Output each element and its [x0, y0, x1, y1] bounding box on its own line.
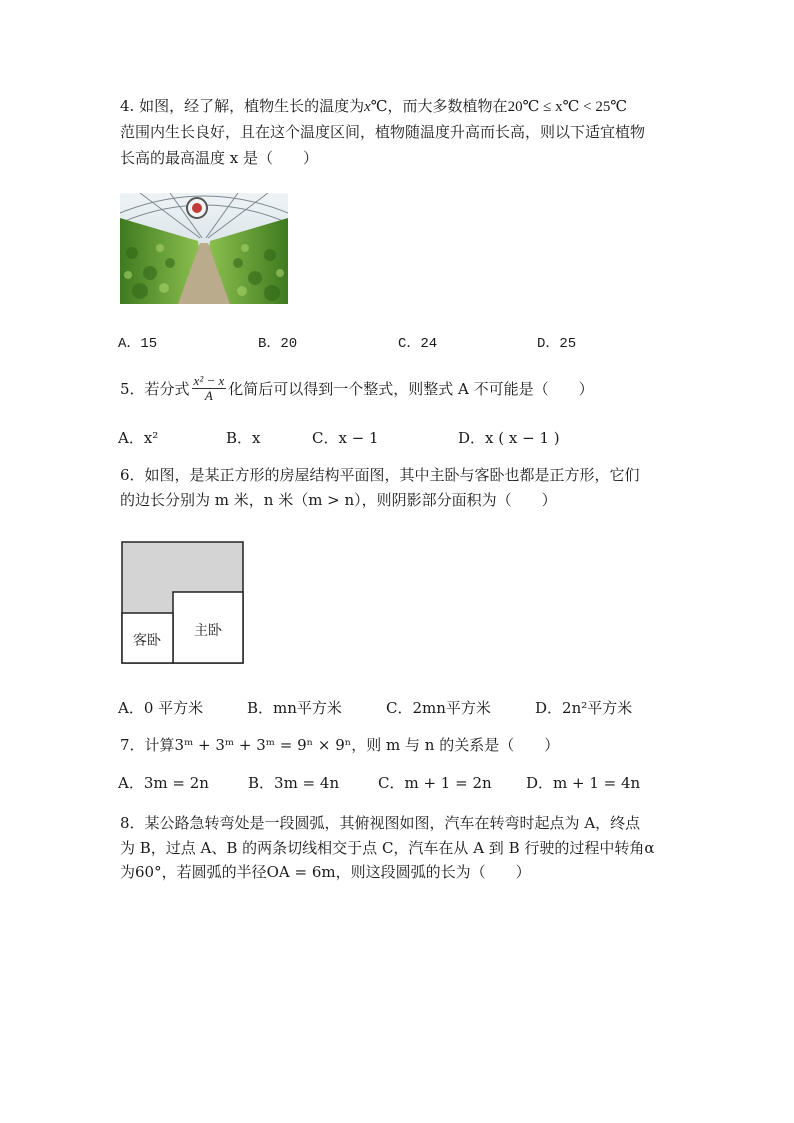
- q4-option-c: C．24: [398, 336, 438, 352]
- guest-bedroom-label: 客卧: [133, 633, 161, 649]
- q6-option-d: D．2n²平方米: [535, 699, 633, 717]
- q4-unit: ℃: [370, 97, 388, 115]
- q5-option-c: C．x − 1: [312, 429, 379, 447]
- q4-range-mid: ℃ ≤ x℃ < 25: [522, 99, 611, 115]
- q6-line2: 的边长分别为 m 米，n 米（m > n），则阴影部分面积为（ ）: [120, 491, 557, 509]
- q7-option-c: C．m + 1 = 2n: [378, 774, 492, 792]
- q7-option-a: A．3m = 2n: [118, 774, 209, 792]
- q4-option-b: B．20: [258, 336, 298, 352]
- q7-option-d: D．m + 1 = 4n: [526, 774, 641, 792]
- q7-stem: 7．计算3ᵐ + 3ᵐ + 3ᵐ = 9ⁿ × 9ⁿ，则 m 与 n 的关系是（ ）: [120, 736, 560, 754]
- floor-plan: [121, 541, 245, 669]
- q6-option-b: B．mn平方米: [247, 699, 342, 717]
- q4-stem-text-b: ，而大多数植物在: [387, 97, 508, 115]
- q4-line2: 范围内生长良好，且在这个温度区间，植物随温度升高而长高，则以下适宜植物: [120, 123, 646, 141]
- q5-stem-b: 化简后可以得到一个整式，则整式 A 不可能是（ ）: [228, 380, 594, 398]
- q4-line3: 长高的最高温度 x 是（ ）: [120, 149, 318, 167]
- q8-line1: 8．某公路急转弯处是一段圆弧，其俯视图如图，汽车在转弯时起点为 A，终点: [120, 814, 641, 832]
- q4-option-d: D．25: [537, 336, 577, 352]
- q6-line1: 6．如图，是某正方形的房屋结构平面图，其中主卧与客卧也都是正方形，它们: [120, 466, 640, 484]
- q5-option-a: A．x²: [118, 429, 159, 447]
- greenhouse-photo: [120, 193, 288, 304]
- q4-line1: [120, 96, 627, 117]
- q4-range-unit: ℃: [610, 97, 628, 115]
- q6-option-a: A．0 平方米: [118, 699, 204, 717]
- q5-frac-num: x² − x: [193, 373, 225, 388]
- q8-line2: 为 B，过点 A、B 的两条切线相交于点 C，汽车在从 A 到 B 行驶的过程中转角α: [120, 839, 655, 857]
- q5-stem-a: 5．若分式: [120, 380, 190, 398]
- q7-option-b: B．3m = 4n: [248, 774, 340, 792]
- q5-stem: [120, 374, 594, 403]
- master-bedroom-label: 主卧: [194, 623, 222, 639]
- q6-option-c: C．2mn平方米: [386, 699, 491, 717]
- q8-line3: 为60°，若圆弧的半径OA = 6m，则这段圆弧的长为（ ）: [120, 863, 531, 881]
- q4-range-lo: 20: [507, 99, 523, 115]
- q5-option-b: B．x: [226, 429, 261, 447]
- q4-option-a: A．15: [118, 336, 158, 352]
- greenhouse-image: [120, 193, 288, 304]
- q4-stem-text: 4. 如图，经了解，植物生长的温度为: [120, 97, 365, 115]
- q4-var: x: [364, 99, 371, 115]
- q5-fraction: [192, 374, 227, 403]
- q5-frac-den: A: [204, 388, 213, 403]
- q5-option-d: D．x ( x − 1 ): [458, 429, 560, 447]
